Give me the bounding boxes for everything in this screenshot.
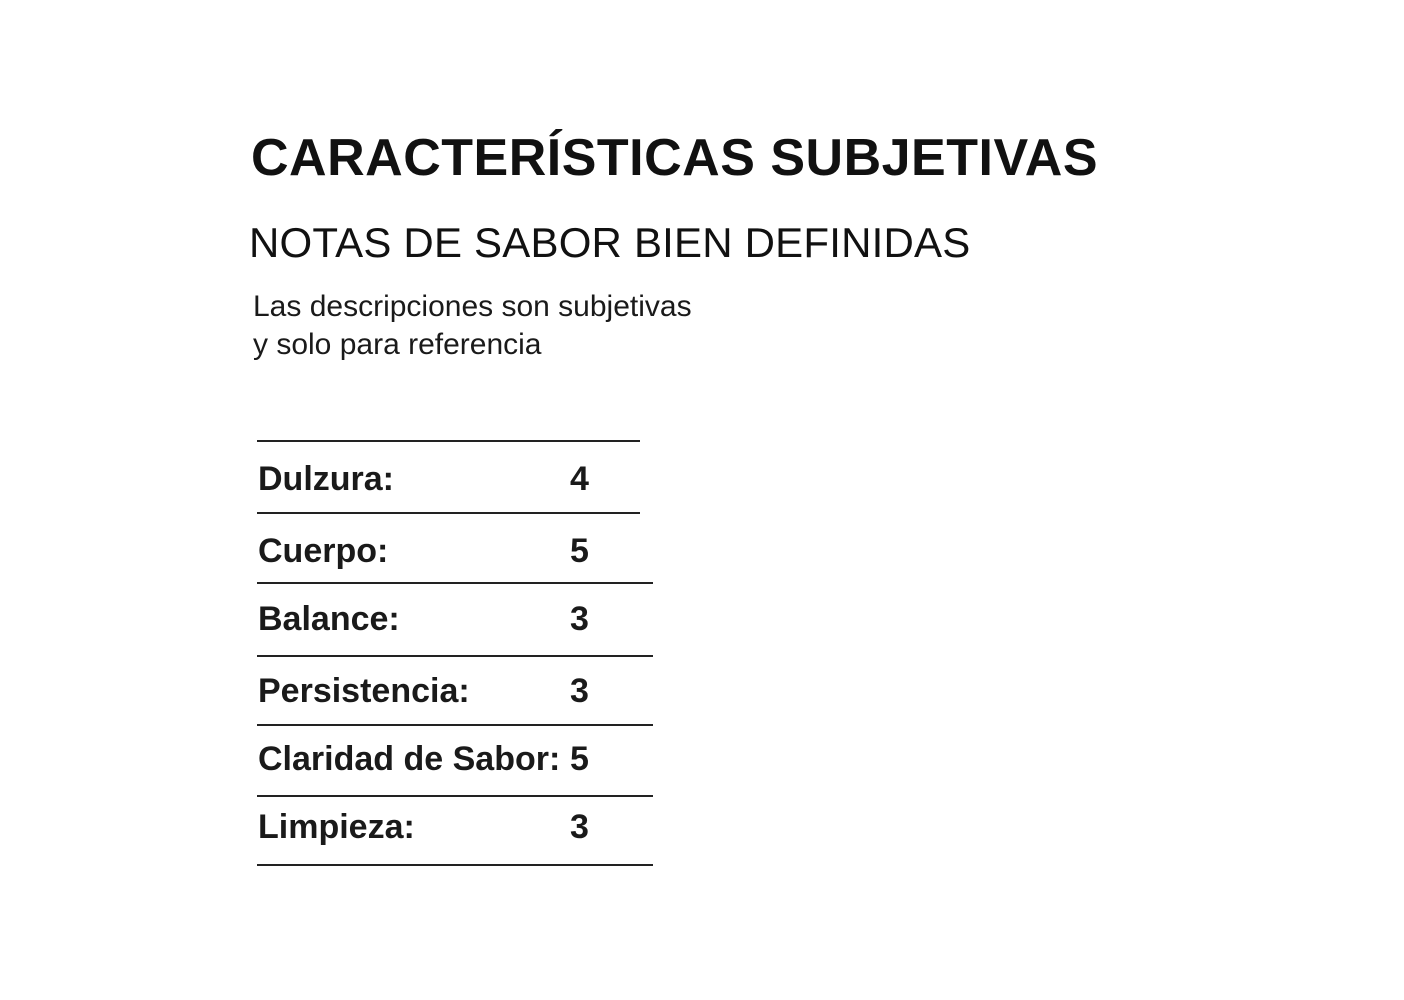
table-divider [257,655,653,657]
disclaimer-line-1: Las descripciones son subjetivas [253,290,692,323]
table-divider [257,795,653,797]
attribute-value: 4 [570,460,589,498]
disclaimer-line-2: y solo para referencia [253,328,542,361]
table-divider [257,864,653,866]
attribute-label: Limpieza: [258,808,415,846]
attribute-label: Persistencia: [258,672,470,710]
attribute-row-dulzura [258,460,658,500]
attribute-label: Claridad de Sabor: [258,740,561,778]
table-divider [257,724,653,726]
attribute-label: Dulzura: [258,460,394,498]
disclaimer-note [253,288,692,364]
attribute-row-claridad-de-sabor [258,740,658,780]
attribute-row-persistencia [258,672,658,712]
attribute-row-cuerpo [258,532,658,572]
attribute-row-limpieza [258,808,658,848]
table-divider [257,440,640,442]
page-title: CARACTERÍSTICAS SUBJETIVAS [251,129,1099,187]
table-divider [257,582,653,584]
page-subtitle: NOTAS DE SABOR BIEN DEFINIDAS [249,219,971,266]
attribute-label: Balance: [258,600,400,638]
table-divider [257,512,640,514]
attribute-value: 5 [570,532,589,570]
attribute-value: 3 [570,808,589,846]
attribute-value: 3 [570,600,589,638]
attribute-label: Cuerpo: [258,532,389,570]
attribute-value: 5 [570,740,589,778]
attribute-value: 3 [570,672,589,710]
attribute-row-balance [258,600,658,640]
